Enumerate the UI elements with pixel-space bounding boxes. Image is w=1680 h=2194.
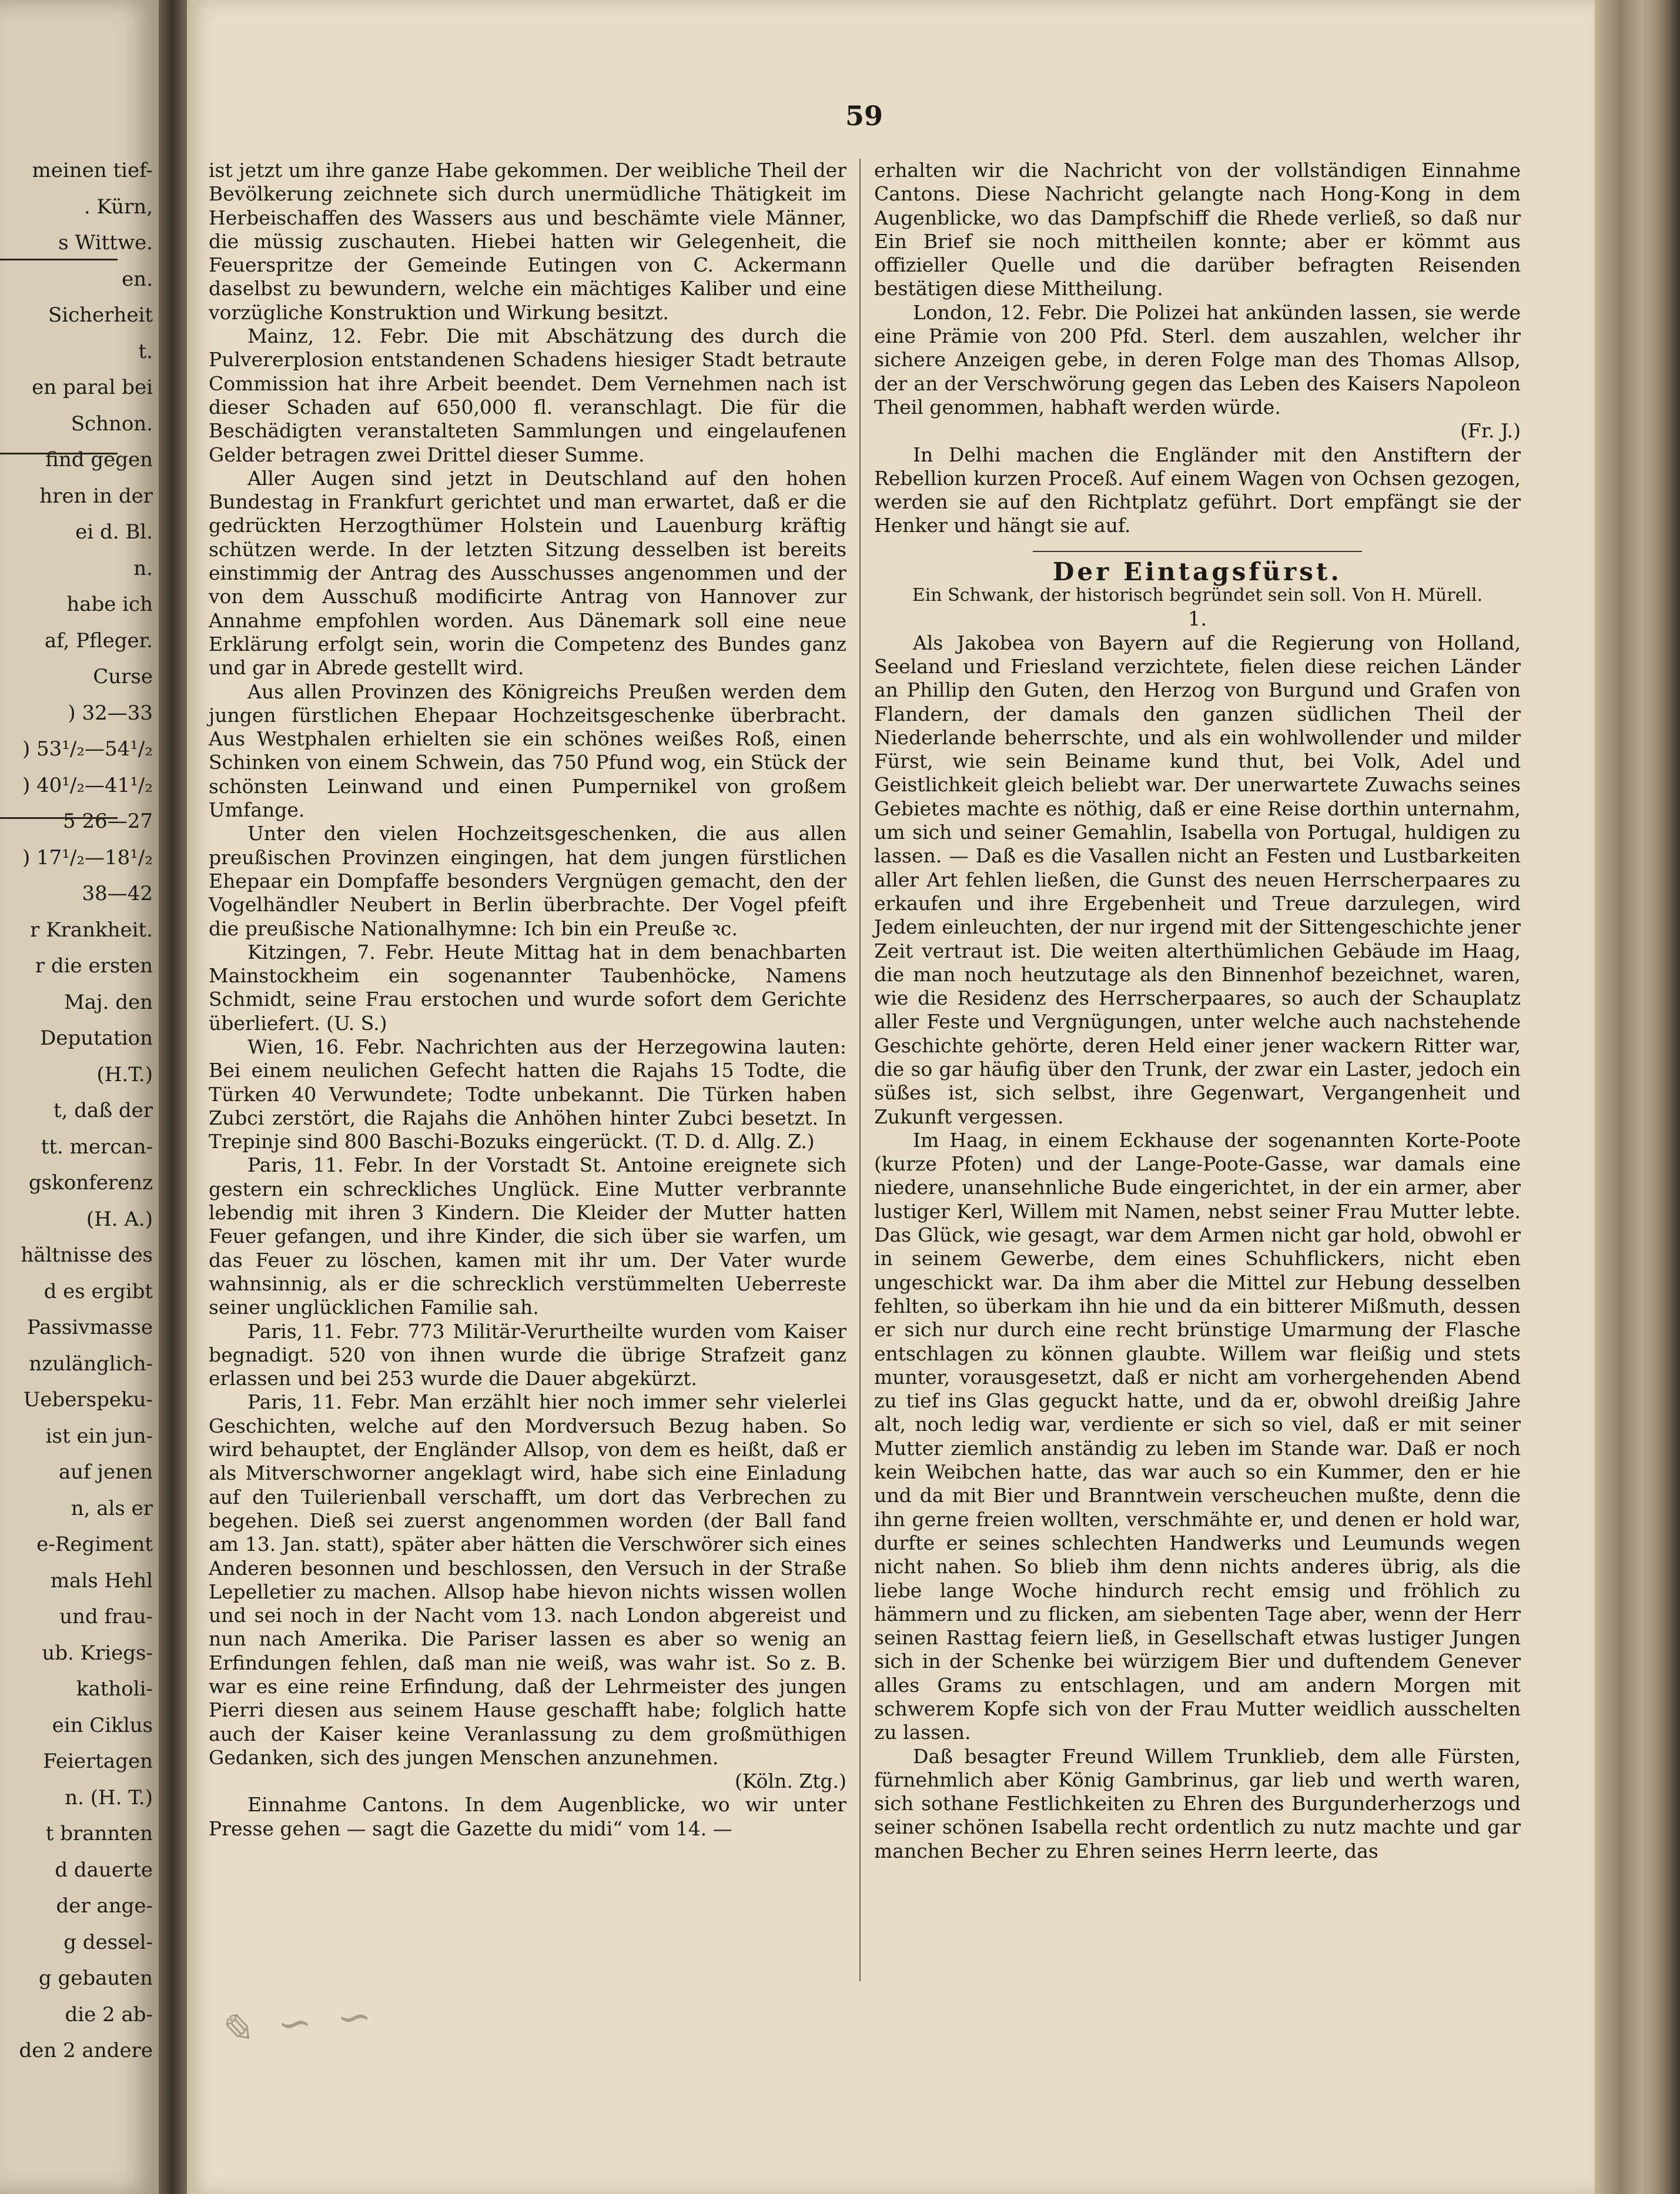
previous-page-rule (0, 259, 118, 260)
previous-page-line: katholi- (76, 1677, 153, 1701)
previous-page-line: Passivmasse (26, 1316, 153, 1339)
page-edges (1595, 0, 1680, 2194)
previous-page-line: Ueberspeku- (23, 1388, 153, 1412)
article-delhi: In Delhi machen die Engländer mit den Anstiftern der Rebellion kurzen Proceß. Auf einem Wagen von Ochsen gezogen, werden sie auf den Richtplatz geführt. Dort empfängt sie der Henker und hängt sie auf. (874, 443, 1521, 537)
previous-page-line: d es ergibt (43, 1279, 153, 1303)
previous-page-line: Deputation (40, 1026, 153, 1050)
column-left (209, 159, 846, 1841)
previous-page-line: . Kürn, (83, 195, 153, 219)
previous-page-line: n. (H. T.) (65, 1785, 153, 1810)
previous-page-line: en. (122, 267, 153, 291)
previous-page-rule (0, 817, 118, 819)
story-paragraph: Im Haag, in einem Eckhause der sogenannten Korte-Poote (kurze Pfoten) und der Lange-Poote-Gasse, war damals eine niedere, unansehnliche Bude eingerichtet, in der ein armer, aber lustiger Kerl, Willem mit Namen, nebst seiner Frau Mutter lebte. Das Glück, wie gesagt, war dem Armen nicht gar hold, obwohl er in seinem Gewerbe, dem eines Schuhflickers, nicht eben ungeschickt war. Da ihm aber die Mittel zur Hebung desselben fehlten, so überkam ihn hie und da ein bitterer Mißmuth, dessen er sich nur durch eine recht brünstige Umarmung der Flasche entschlagen zu können glaubte. Willem war fleißig und stets munter, vorausgesetzt, daß er nicht am vorhergehenden Abend zu tief ins Glas geguckt hatte, und da er, obwohl dreißig Jahre alt, noch ledig war, verdiente er sich so viel, daß er mit seiner Mutter ziemlich anständig zu leben im Stande war. Daß er noch kein Weibchen hatte, das war auch so ein Kummer, den er hie und da mit Bier und Branntwein verscheuchen mußte, denn die ihn gerne freien wollten, verschmähte er, und denen er hold war, durfte er seines schlechten Handwerks und Leumunds wegen nicht nahen. So blieb ihm denn nichts anderes übrig, als die liebe lange Woche hindurch recht emsig und fröhlich zu hämmern und zu flicken, am siebenten Tage aber, wenn der Herr seinen Rasttag feiern ließ, in Gesellschaft etwas lustiger Jungen sich in der Schenke bei würzigem Bier und duftendem Genever alles Grams zu entschlagen, und am andern Morgen mit schwerem Kopfe sich von der Frau Mutter weidlich ausschelten zu lassen. (874, 1128, 1521, 1744)
article-wien: Wien, 16. Febr. Nachrichten aus der Herzegowina lauten: Bei einem neulichen Gefecht hatten die Rajahs 15 Todte, die Türken 40 Verwundete; Todte unbekannt. Die Türken haben Zubci zerstört, die Rajahs die Anhöhen hinter Zubci besetzt. In Trepinje sind 800 Baschi-Bozuks eingerückt. (T. D. d. Allg. Z.) (209, 1035, 846, 1153)
previous-page-line: s Wittwe. (58, 231, 153, 255)
previous-page-line: die 2 ab- (65, 2002, 153, 2026)
column-divider (859, 159, 861, 1981)
story-title: Der Eintagsfürst. (1033, 551, 1362, 584)
article-mainz: Mainz, 12. Febr. Die mit Abschätzung des durch die Pulvererplosion entstandenen Schadens hiesiger Stadt betraute Commission hat ihre Arbeit beendet. Dem Vernehmen nach ist dieser Schaden auf 650,000 fl. veranschlagt. Die für die Beschädigten veranstalteten Sammlungen und eingelaufenen Gelder betragen zwei Drittel dieser Summe. (209, 325, 846, 466)
story-paragraph: Als Jakobea von Bayern auf die Regierung von Holland, Seeland und Friesland verzichtete, fielen diese reichen Länder an Phillip den Guten, den Herzog von Burgund und Grafen von Flandern, der damals den ganzen südlichen Theil der Niederlande beherrschte, und als ein wohlwollender und milder Fürst, wie sein Beiname kund thut, bei Volk, Adel und Geistlichkeit gleich beliebt war. Der unerwartete Zuwachs seines Gebietes machte es nöthig, daß er eine Reise dorthin unternahm, um sich und seiner Gemahlin, Isabella von Portugal, huldigen zu lassen. — Daß es die Vasallen nicht an Festen und Lustbarkeiten aller Art fehlen ließen, die Gunst des neuen Herrscherpaares zu erkaufen und ihre Ergebenheit und Treue darzulegen, wird Jedem einleuchten, der nur irgend mit der Sittengeschichte jener Zeit vertraut ist. Die weiten alterthümlichen Gebäude im Haag, die man noch heutzutage als den Binnenhof bezeichnet, waren, wie die Residenz des Herrscherpaares, so auch der Schauplatz aller Feste und Vergnügungen, unter welche auch nachstehende Geschichte gehörte, deren Held einer jener wackern Ritter war, die so gar häufig über den Trunk, der zwar ein Laster, jedoch ein süßes ist, sich selbst, ihre Gegenwart, Vergangenheit und Zukunft vergessen. (874, 631, 1521, 1128)
pencil-scribble: ✎ ∽ ∽ (215, 1990, 380, 2056)
previous-page-line: der ange- (56, 1894, 153, 1918)
book-gutter (159, 0, 188, 2194)
previous-page-line: auf jenen (58, 1460, 153, 1484)
previous-page-line: Schnon. (71, 412, 153, 436)
article-paris-pardon: Paris, 11. Febr. 773 Militär-Verurtheilte wurden vom Kaiser begnadigt. 520 von ihnen wurde die übrige Strafzeit ganz erlassen und bei 253 wurde die Dauer abgekürzt. (209, 1319, 846, 1390)
article-paris-fire: Paris, 11. Febr. In der Vorstadt St. Antoine ereignete sich gestern ein schreckliches Unglück. Eine Mutter verbrannte lebendig mit ihren 3 Kindern. Die Kleider der Mutter hatten Feuer gefangen, und ihre Kinder, die sich über sie warfen, um das Feuer zu löschen, kamen mit ihr um. Der Vater wurde wahnsinnig, als er die schrecklich verstümmelten Ueberreste seiner unglücklichen Familie sah. (209, 1153, 846, 1319)
previous-page-line: e-Regiment (36, 1533, 153, 1556)
column-right (874, 159, 1521, 1863)
previous-page-line: ) 53¹/₂—54¹/₂ (22, 737, 153, 761)
story-subtitle: Ein Schwank, der historisch begründet sein soll. Von H. Mürell. (912, 585, 1483, 606)
previous-page-line: t brannten (45, 1822, 153, 1845)
previous-page-line: tt. mercan- (41, 1135, 153, 1159)
previous-page-line: und frau- (59, 1605, 153, 1628)
article-fire-eutingen: ist jetzt um ihre ganze Habe gekommen. Der weibliche Theil der Bevölkerung zeichnete sich durch unermüdliche Thätigkeit im Herbeischaffen des Wassers aus und beschämte viele Männer, die müssig zuschauten. Hiebei hatten wir Gelegenheit, die Feuerspritze der Gemeinde Eutingen von C. Ackermann daselbst zu bewundern, welche ein mächtiges Kaliber und eine vorzügliche Konstruktion und Wirkung besitzt. (209, 159, 846, 324)
previous-page-line: ein Ciklus (52, 1713, 153, 1737)
previous-page-line: ) 40¹/₂—41¹/₂ (22, 773, 153, 797)
previous-page-line: af, Pfleger. (44, 628, 153, 653)
story-chapter: 1. (1187, 607, 1207, 631)
previous-page-line: Maj. den (63, 990, 153, 1014)
previous-page-line: 5 26—27 (63, 810, 153, 833)
previous-page-line: ) 32—33 (68, 701, 153, 725)
page-number: 59 (845, 100, 883, 132)
previous-page-line: meinen tief- (32, 159, 153, 182)
source-koeln: (Köln. Ztg.) (735, 1770, 846, 1793)
article-kitzingen: Kitzingen, 7. Febr. Heute Mittag hat in dem benachbarten Mainstockheim ein sogenannter Taubenhöcke, Namens Schmidt, seine Frau erstochen und wurde sofort dem Gerichte überliefert. (U. S.) (209, 940, 846, 1035)
previous-page-line: 38—42 (82, 882, 153, 905)
previous-page-line: gskonferenz (28, 1171, 153, 1195)
article-canton: Einnahme Cantons. In dem Augenblicke, wo wir unter Presse gehen — sagt die Gazette du midi“ vom 14. — (209, 1793, 846, 1840)
previous-page-line: ) 17¹/₂—18¹/₂ (22, 845, 153, 869)
previous-page-line: n. (133, 556, 153, 580)
previous-page-line: ub. Kriegs- (42, 1641, 153, 1665)
article-london: London, 12. Febr. Die Polizei hat ankünden lassen, sie werde eine Prämie von 200 Pfd. Sterl. dem auszahlen, welcher ihr sichere Anzeigen gebe, in deren Folge man des Thomas Allsop, der an der Verschwörung gegen das Leben des Kaisers Napoleon Theil genommen, habhaft werden würde. (874, 300, 1521, 419)
previous-page-line: t. (138, 339, 153, 363)
previous-page-line: hältnisse des (21, 1243, 153, 1267)
previous-page-line: ist ein jun- (45, 1424, 153, 1448)
previous-page-line: find gegen (45, 448, 153, 471)
previous-page-line: t, daß der (53, 1099, 153, 1122)
previous-page-line: hren in der (39, 484, 153, 508)
article-paris-allsop: Paris, 11. Febr. Man erzählt hier noch immer sehr vielerlei Geschichten, welche auf den Mordversuch Bezug haben. So wird behauptet, der Engländer Allsop, von dem es heißt, daß er als Mitverschworner angeklagt wird, habe sich eine Einladung auf den Tuilerienball verschafft, um dort das Verbrechen zu begehen. Dieß sei zuerst angenommen worden (der Ball fand am 13. Jan. statt), später aber hätten die Verschwörer sich eines Anderen besonnen und beschlossen, den Versuch in der Straße Lepelletier zu machen. Allsop habe hievon nichts wissen wollen und sei noch in der Nacht vom 13. nach London abgereist und nun nach Amerika. Die Pariser lassen es aber so wenig an Erfindungen fehlen, daß man nie weiß, was wahr ist. So z. B. war es eine reine Erfindung, daß der Lehrmeister des jungen Pierri diesen aus seinem Hause geschafft habe; folglich hatte auch der Kaiser keine Veranlassung zu dem großmüthigen Gedanken, sich des jungen Menschen anzunehmen. (209, 1390, 846, 1769)
previous-page-line: (H. A.) (86, 1207, 153, 1231)
source-fr-j: (Fr. J.) (1460, 419, 1521, 443)
previous-page-line: (H.T.) (96, 1062, 153, 1086)
previous-page-line: Feiertagen (43, 1750, 153, 1773)
previous-page-line: Curse (93, 665, 153, 688)
previous-page-line: r Krankheit. (30, 918, 153, 942)
previous-page-line: d dauerte (55, 1858, 153, 1882)
article-wedding-gifts: Aus allen Provinzen des Königreichs Preußen werden dem jungen fürstlichen Ehepaar Hochzeitsgeschenke überbracht. Aus Westphalen erhielten sie ein schönes weißes Roß, einen Schinken von einem Schwein, das 750 Pfund wog, ein Stück der schönsten Leinwand und einen Pumpernikel von großem Umfange. (209, 680, 846, 822)
previous-page-line: ei d. Bl. (75, 520, 153, 544)
story-paragraph: Daß besagter Freund Willem Trunklieb, dem alle Fürsten, fürnehmlich aber König Gambrinus, gar lieb und werth waren, sich sothane Festlichkeiten zu Ehren des Burgunderherzogs und seiner schönen Isabella recht ordentlich zu nutz machte und gar manchen Becher zu Ehren seines Herrn leerte, das (874, 1744, 1521, 1862)
previous-page-line: nzulänglich- (29, 1352, 153, 1376)
previous-page-line: den 2 andere (19, 2039, 153, 2062)
previous-page-line: g dessel- (63, 1930, 153, 1954)
previous-page-line: Sicherheit (48, 303, 153, 327)
previous-page-rule (0, 453, 118, 454)
previous-page-line: mals Hehl (50, 1568, 153, 1593)
article-canton-cont: erhalten wir die Nachricht von der vollständigen Einnahme Cantons. Diese Nachricht gelangte nach Hong-Kong in dem Augenblicke, wo das Dampfschiff die Rhede verließ, so daß nur Ein Brief sie noch mittheilen konnte; aber er kömmt aus offizieller Quelle und die darüber befragten Reisenden bestätigen diese Mittheilung. (874, 159, 1521, 300)
previous-page-fragment (0, 0, 159, 2194)
previous-page-line: en paral bei (32, 376, 153, 399)
article-dompfaffe: Unter den vielen Hochzeitsgeschenken, die aus allen preußischen Provinzen eingingen, hat dem jungen fürstlichen Ehepaar ein Dompfaffe besonders Vergnügen gemacht, den der Vogelhändler Neubert in Berlin überbrachte. Der Vogel pfeift die preußische Nationalhymne: Ich bin ein Preuße ꝛc. (209, 822, 846, 940)
previous-page-line: r die ersten (35, 954, 153, 978)
article-bundestag: Aller Augen sind jetzt in Deutschland auf den hohen Bundestag in Frankfurt gerichtet und man erwartet, daß er die gedrückten Herzogthümer Holstein und Lauenburg kräftig schützen werde. In der letzten Sitzung desselben ist bereits einstimmig der Antrag des Ausschusses angenommen und der von dem Ausschuß modificirte Antrag von Hannover zur Annahme empfohlen worden. Aus Dänemark soll eine neue Erklärung erfolgt sein, worin die Competenz des Bundes ganz und gar in Abrede gestellt wird. (209, 466, 846, 680)
previous-page-line: g gebauten (38, 1966, 153, 1990)
previous-page-line: n, als er (71, 1496, 153, 1520)
previous-page-line: habe ich (66, 593, 153, 616)
